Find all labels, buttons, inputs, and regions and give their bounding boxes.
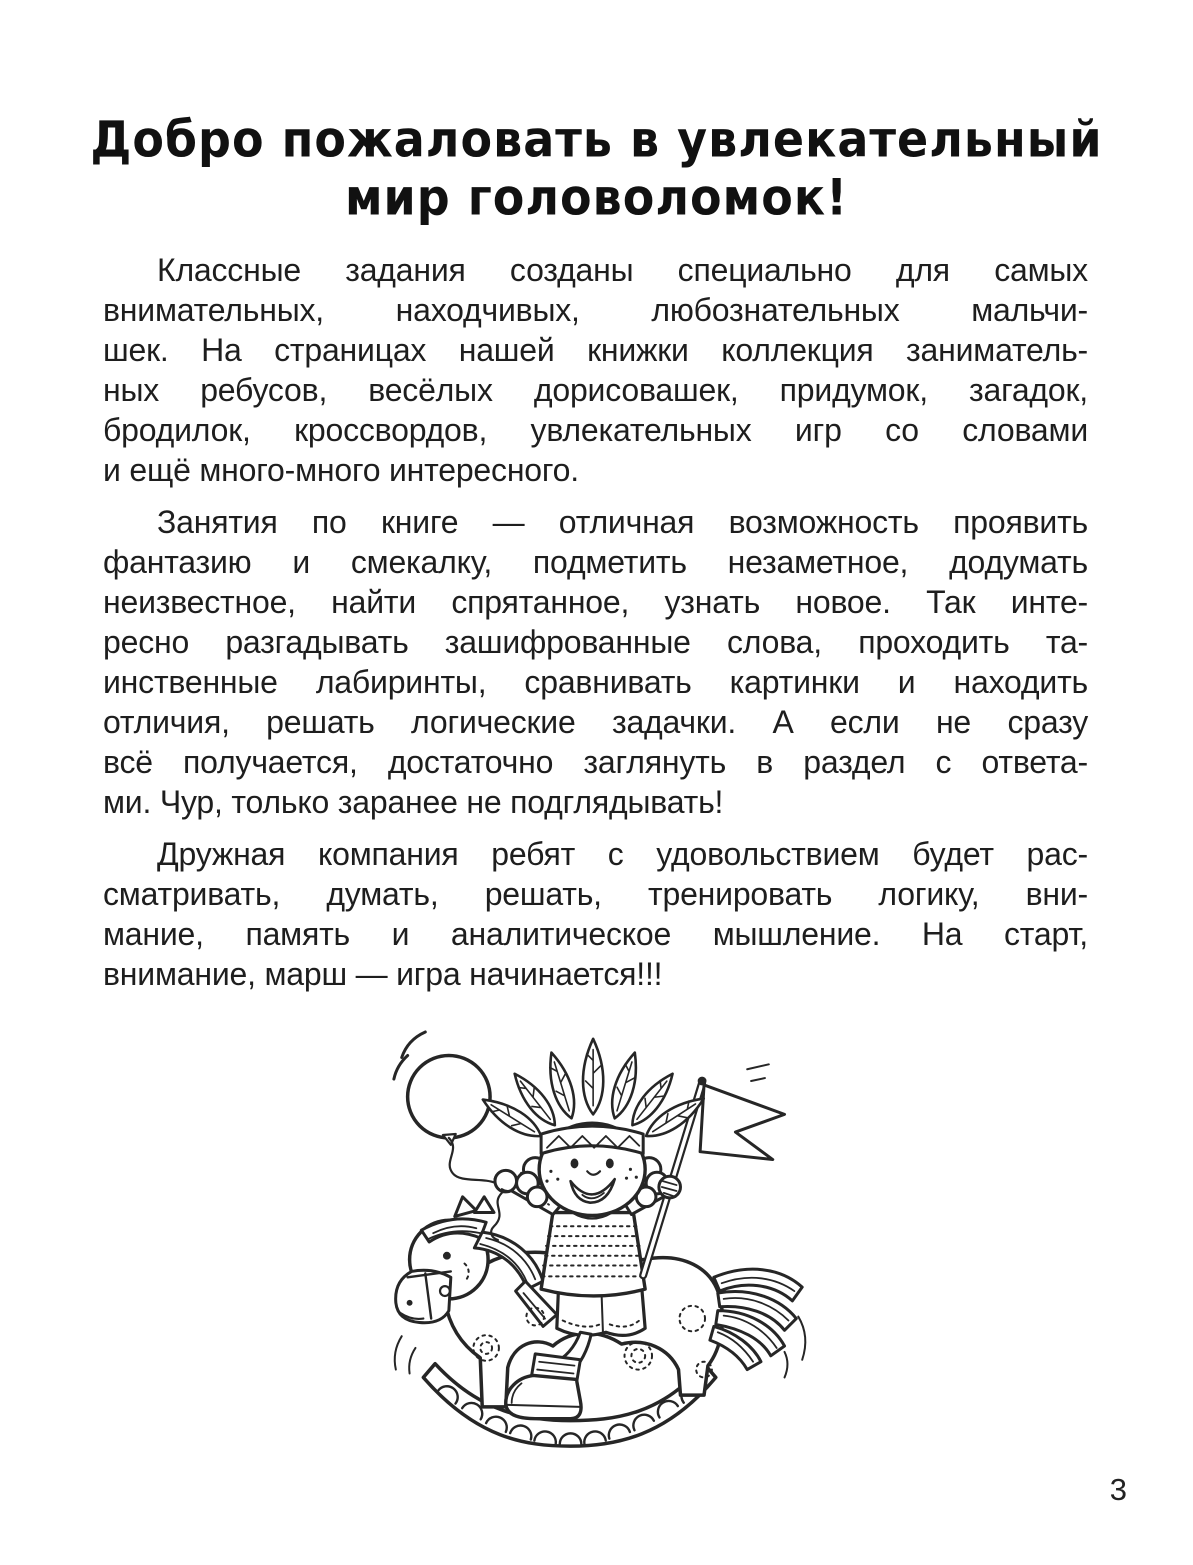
text-line: шек. На страницах нашей книжки коллекция заниматель-	[103, 332, 1088, 368]
text-line: фантазию и смекалку, подметить незаметное, додумать	[103, 544, 1088, 580]
text-line: сматривать, думать, решать, тренировать логику, вни-	[103, 876, 1088, 912]
text-line: внимательных, находчивых, любознательных мальчи-	[103, 292, 1088, 328]
text-line: внимание, марш — игра начинается!!!	[103, 956, 663, 992]
text-line: неизвестное, найти спрятанное, узнать новое. Так инте-	[103, 584, 1088, 620]
text-line: инственные лабиринты, сравнивать картинки и находить	[103, 664, 1088, 700]
text-line: мание, память и аналитическое мышление. На старт,	[103, 916, 1088, 952]
paragraph-1	[103, 250, 1088, 490]
title-line-2: мир головоломок!	[344, 167, 849, 227]
title-line-1: Добро пожаловать в увлекательный	[90, 109, 1103, 169]
page-number: 3	[1109, 1472, 1127, 1507]
horse-tail	[710, 1269, 802, 1369]
text-line: ресно разгадывать зашифрованные слова, проходить та-	[103, 624, 1088, 660]
text-line: Занятия по книге — отличная возможность проявить	[157, 504, 1088, 540]
boot	[506, 1354, 581, 1419]
balloon-icon	[394, 1032, 490, 1145]
text-line: Дружная компания ребят с удовольствием будет рас-	[157, 836, 1088, 872]
text-line: бродилок, кроссвордов, увлекательных игр со словами	[103, 412, 1088, 448]
body-text	[103, 250, 1088, 994]
illustration-boy-on-rocking-horse	[388, 1020, 812, 1462]
text-line: Классные задания созданы специально для самых	[157, 252, 1088, 288]
text-line: отличия, решать логические задачки. А если не сразу	[103, 704, 1088, 740]
text-line: и ещё много-много интересного.	[103, 452, 579, 488]
page-title	[0, 110, 1193, 226]
text-line: ных ребусов, весёлых дорисовашек, придумок, загадок,	[103, 372, 1088, 408]
text-line: ми. Чур, только заранее не подглядывать!	[103, 784, 724, 820]
paragraph-3	[103, 834, 1088, 994]
text-line: всё получается, достаточно заглянуть в раздел с ответа-	[103, 744, 1088, 780]
paragraph-2	[103, 502, 1088, 822]
